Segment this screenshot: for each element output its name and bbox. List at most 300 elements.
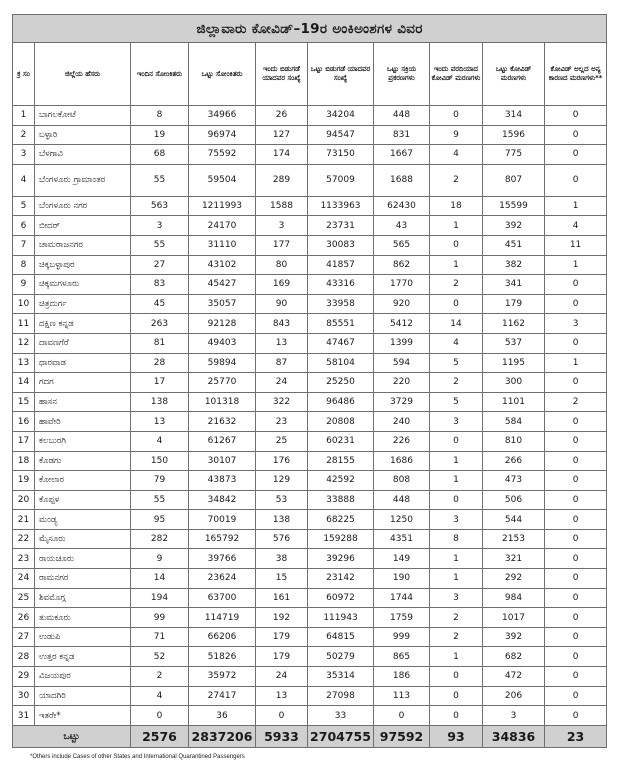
value-cell: 80: [256, 255, 308, 275]
value-cell: 71: [131, 627, 189, 647]
value-cell: 26: [256, 106, 308, 126]
serial-number-cell: 29: [13, 667, 35, 687]
district-name-cell: ಮೈಸೂರು: [35, 529, 131, 549]
value-cell: 1399: [374, 333, 430, 353]
value-cell: 392: [483, 627, 545, 647]
value-cell: 30107: [189, 451, 256, 471]
covid-statistics-sheet: [12, 14, 606, 748]
value-cell: 810: [483, 431, 545, 451]
value-cell: 60231: [308, 431, 374, 451]
table-row: [13, 392, 607, 412]
value-cell: 15599: [483, 196, 545, 216]
value-cell: 176: [256, 451, 308, 471]
value-cell: 999: [374, 627, 430, 647]
value-cell: 2: [430, 627, 483, 647]
table-row: [13, 510, 607, 530]
value-cell: 33888: [308, 490, 374, 510]
value-cell: 149: [374, 549, 430, 569]
district-name-cell: ಯಾದಗಿರಿ: [35, 686, 131, 706]
district-name-cell: ರಾಯಚೂರು: [35, 549, 131, 569]
value-cell: 322: [256, 392, 308, 412]
value-cell: 68225: [308, 510, 374, 530]
value-cell: 0: [545, 627, 607, 647]
value-cell: 34842: [189, 490, 256, 510]
value-cell: 95: [131, 510, 189, 530]
value-cell: 206: [483, 686, 545, 706]
value-cell: 4351: [374, 529, 430, 549]
value-cell: 61267: [189, 431, 256, 451]
serial-number-cell: 15: [13, 392, 35, 412]
district-name-cell: ಕೊಡಗು: [35, 451, 131, 471]
value-cell: 15: [256, 569, 308, 589]
district-name-cell: ಚಾಮರಾಜನಗರ: [35, 235, 131, 255]
value-cell: 25770: [189, 373, 256, 393]
value-cell: 28155: [308, 451, 374, 471]
serial-number-cell: 23: [13, 549, 35, 569]
total-value-cell: 2704755: [308, 725, 374, 747]
value-cell: 1744: [374, 588, 430, 608]
table-row: [13, 490, 607, 510]
value-cell: 51826: [189, 647, 256, 667]
district-name-cell: ಬೆಳಗಾವಿ: [35, 145, 131, 165]
value-cell: 0: [545, 686, 607, 706]
value-cell: 843: [256, 314, 308, 334]
value-cell: 0: [545, 294, 607, 314]
value-cell: 25: [256, 431, 308, 451]
value-cell: 0: [545, 333, 607, 353]
value-cell: 13: [256, 686, 308, 706]
value-cell: 85551: [308, 314, 374, 334]
value-cell: 920: [374, 294, 430, 314]
value-cell: 27417: [189, 686, 256, 706]
value-cell: 448: [374, 490, 430, 510]
value-cell: 5412: [374, 314, 430, 334]
value-cell: 87: [256, 353, 308, 373]
value-cell: 129: [256, 471, 308, 491]
value-cell: 0: [430, 667, 483, 687]
value-cell: 18: [430, 196, 483, 216]
value-cell: 1: [545, 255, 607, 275]
value-cell: 8: [131, 106, 189, 126]
total-label: ಒಟ್ಟು: [13, 725, 131, 747]
value-cell: 13: [256, 333, 308, 353]
total-value-cell: 93: [430, 725, 483, 747]
table-row: [13, 235, 607, 255]
value-cell: 55: [131, 164, 189, 196]
value-cell: 831: [374, 125, 430, 145]
value-cell: 1162: [483, 314, 545, 334]
value-cell: 99: [131, 608, 189, 628]
district-name-cell: ಉತ್ತರ ಕನ್ನಡ: [35, 647, 131, 667]
table-row: [13, 164, 607, 196]
value-cell: 300: [483, 373, 545, 393]
table-row: [13, 529, 607, 549]
table-row: [13, 667, 607, 687]
value-cell: 25250: [308, 373, 374, 393]
serial-number-cell: 16: [13, 412, 35, 432]
value-cell: 111943: [308, 608, 374, 628]
value-cell: 289: [256, 164, 308, 196]
value-cell: 565: [374, 235, 430, 255]
table-row: [13, 145, 607, 165]
table-row: [13, 373, 607, 393]
table-row: [13, 333, 607, 353]
district-name-cell: ಬೆಂಗಳೂರು ನಗರ: [35, 196, 131, 216]
value-cell: 31110: [189, 235, 256, 255]
column-header: ಒಟ್ಟು ಸೋಂಕಿತರು: [189, 43, 256, 106]
value-cell: 3: [131, 216, 189, 236]
value-cell: 1: [545, 196, 607, 216]
value-cell: 58104: [308, 353, 374, 373]
value-cell: 865: [374, 647, 430, 667]
value-cell: 96974: [189, 125, 256, 145]
district-covid-table: [12, 14, 607, 748]
value-cell: 62430: [374, 196, 430, 216]
value-cell: 5: [430, 392, 483, 412]
table-row: [13, 608, 607, 628]
serial-number-cell: 21: [13, 510, 35, 530]
value-cell: 39296: [308, 549, 374, 569]
value-cell: 0: [545, 608, 607, 628]
value-cell: 3: [430, 510, 483, 530]
value-cell: 1759: [374, 608, 430, 628]
district-name-cell: ದಾವಣಗೆರೆ: [35, 333, 131, 353]
district-name-cell: ಹಾವೇರಿ: [35, 412, 131, 432]
value-cell: 59504: [189, 164, 256, 196]
table-row: [13, 549, 607, 569]
value-cell: 79: [131, 471, 189, 491]
serial-number-cell: 11: [13, 314, 35, 334]
serial-number-cell: 4: [13, 164, 35, 196]
value-cell: 0: [545, 164, 607, 196]
value-cell: 113: [374, 686, 430, 706]
value-cell: 39766: [189, 549, 256, 569]
serial-number-cell: 1: [13, 106, 35, 126]
value-cell: 43102: [189, 255, 256, 275]
value-cell: 563: [131, 196, 189, 216]
value-cell: 1: [430, 549, 483, 569]
value-cell: 28: [131, 353, 189, 373]
district-name-cell: ಶಿವಮೊಗ್ಗ: [35, 588, 131, 608]
value-cell: 68: [131, 145, 189, 165]
value-cell: 0: [545, 490, 607, 510]
value-cell: 13: [131, 412, 189, 432]
value-cell: 1101: [483, 392, 545, 412]
value-cell: 127: [256, 125, 308, 145]
value-cell: 179: [483, 294, 545, 314]
value-cell: 0: [545, 412, 607, 432]
value-cell: 4: [545, 216, 607, 236]
total-value-cell: 5933: [256, 725, 308, 747]
table-row: [13, 216, 607, 236]
value-cell: 9: [430, 125, 483, 145]
value-cell: 41857: [308, 255, 374, 275]
value-cell: 59894: [189, 353, 256, 373]
value-cell: 0: [430, 106, 483, 126]
value-cell: 807: [483, 164, 545, 196]
table-row: [13, 431, 607, 451]
value-cell: 21632: [189, 412, 256, 432]
value-cell: 263: [131, 314, 189, 334]
serial-number-cell: 6: [13, 216, 35, 236]
column-header: ಇಂದಿನ ಸೋಂಕಿತರು: [131, 43, 189, 106]
value-cell: 220: [374, 373, 430, 393]
district-name-cell: ಧಾರವಾಡ: [35, 353, 131, 373]
value-cell: 0: [545, 529, 607, 549]
serial-number-cell: 31: [13, 706, 35, 726]
table-row: [13, 106, 607, 126]
district-name-cell: ವಿಜಯಪುರ: [35, 667, 131, 687]
value-cell: 0: [374, 706, 430, 726]
title-row: [13, 15, 607, 43]
district-name-cell: ಚಿಕ್ಕಬಳ್ಳಾಪುರ: [35, 255, 131, 275]
value-cell: 33958: [308, 294, 374, 314]
value-cell: 0: [545, 431, 607, 451]
value-cell: 27098: [308, 686, 374, 706]
serial-number-cell: 12: [13, 333, 35, 353]
serial-number-cell: 26: [13, 608, 35, 628]
value-cell: 2: [131, 667, 189, 687]
table-row: [13, 627, 607, 647]
serial-number-cell: 25: [13, 588, 35, 608]
value-cell: 45427: [189, 275, 256, 295]
value-cell: 0: [545, 647, 607, 667]
value-cell: 66206: [189, 627, 256, 647]
serial-number-cell: 3: [13, 145, 35, 165]
value-cell: 96486: [308, 392, 374, 412]
column-header: ಒಟ್ಟು ಬಿಡುಗಡೆ ಯಾದವರ ಸಂಖ್ಯೆ: [308, 43, 374, 106]
district-name-cell: ಇತರೇ*: [35, 706, 131, 726]
value-cell: 1588: [256, 196, 308, 216]
value-cell: 0: [430, 686, 483, 706]
value-cell: 23142: [308, 569, 374, 589]
value-cell: 159288: [308, 529, 374, 549]
table-row: [13, 125, 607, 145]
table-row: [13, 569, 607, 589]
serial-number-cell: 28: [13, 647, 35, 667]
value-cell: 1: [430, 569, 483, 589]
value-cell: 1: [430, 647, 483, 667]
value-cell: 43873: [189, 471, 256, 491]
value-cell: 0: [545, 373, 607, 393]
value-cell: 392: [483, 216, 545, 236]
value-cell: 292: [483, 569, 545, 589]
value-cell: 2: [430, 608, 483, 628]
value-cell: 23731: [308, 216, 374, 236]
value-cell: 177: [256, 235, 308, 255]
district-name-cell: ದಕ್ಷಿಣ ಕನ್ನಡ: [35, 314, 131, 334]
value-cell: 138: [131, 392, 189, 412]
table-row: [13, 353, 607, 373]
value-cell: 473: [483, 471, 545, 491]
district-name-cell: ಹಾಸನ: [35, 392, 131, 412]
value-cell: 5: [430, 353, 483, 373]
value-cell: 75592: [189, 145, 256, 165]
value-cell: 266: [483, 451, 545, 471]
value-cell: 984: [483, 588, 545, 608]
value-cell: 36: [189, 706, 256, 726]
value-cell: 35972: [189, 667, 256, 687]
district-name-cell: ಮಂಡ್ಯ: [35, 510, 131, 530]
value-cell: 174: [256, 145, 308, 165]
serial-number-cell: 22: [13, 529, 35, 549]
value-cell: 179: [256, 627, 308, 647]
value-cell: 17: [131, 373, 189, 393]
value-cell: 1667: [374, 145, 430, 165]
value-cell: 808: [374, 471, 430, 491]
value-cell: 1250: [374, 510, 430, 530]
district-name-cell: ಚಿಕ್ಕಮಗಳೂರು: [35, 275, 131, 295]
value-cell: 23: [256, 412, 308, 432]
table-row: [13, 275, 607, 295]
district-name-cell: ಚಿತ್ರದುರ್ಗ: [35, 294, 131, 314]
value-cell: 190: [374, 569, 430, 589]
serial-number-cell: 9: [13, 275, 35, 295]
value-cell: 1596: [483, 125, 545, 145]
value-cell: 194: [131, 588, 189, 608]
value-cell: 60972: [308, 588, 374, 608]
value-cell: 0: [545, 451, 607, 471]
value-cell: 506: [483, 490, 545, 510]
serial-number-cell: 20: [13, 490, 35, 510]
value-cell: 0: [430, 294, 483, 314]
value-cell: 472: [483, 667, 545, 687]
value-cell: 544: [483, 510, 545, 530]
district-name-cell: ತುಮಕೂರು: [35, 608, 131, 628]
table-row: [13, 451, 607, 471]
table-row: [13, 294, 607, 314]
serial-number-cell: 7: [13, 235, 35, 255]
value-cell: 64815: [308, 627, 374, 647]
value-cell: 14: [131, 569, 189, 589]
value-cell: 33: [308, 706, 374, 726]
value-cell: 45: [131, 294, 189, 314]
header-row: [13, 43, 607, 106]
value-cell: 0: [545, 275, 607, 295]
value-cell: 4: [131, 686, 189, 706]
value-cell: 4: [430, 145, 483, 165]
value-cell: 314: [483, 106, 545, 126]
value-cell: 1: [430, 471, 483, 491]
value-cell: 161: [256, 588, 308, 608]
value-cell: 226: [374, 431, 430, 451]
value-cell: 27: [131, 255, 189, 275]
value-cell: 3729: [374, 392, 430, 412]
table-row: [13, 196, 607, 216]
district-name-cell: ಬಾಗಲಕೋಟೆ: [35, 106, 131, 126]
value-cell: 63700: [189, 588, 256, 608]
value-cell: 1195: [483, 353, 545, 373]
value-cell: 1133963: [308, 196, 374, 216]
serial-number-cell: 5: [13, 196, 35, 216]
value-cell: 150: [131, 451, 189, 471]
value-cell: 165792: [189, 529, 256, 549]
value-cell: 9: [131, 549, 189, 569]
value-cell: 2: [430, 275, 483, 295]
value-cell: 38: [256, 549, 308, 569]
value-cell: 3: [545, 314, 607, 334]
value-cell: 448: [374, 106, 430, 126]
value-cell: 2: [430, 164, 483, 196]
district-name-cell: ಗದಗ: [35, 373, 131, 393]
serial-number-cell: 8: [13, 255, 35, 275]
value-cell: 34966: [189, 106, 256, 126]
value-cell: 594: [374, 353, 430, 373]
value-cell: 775: [483, 145, 545, 165]
total-value-cell: 23: [545, 725, 607, 747]
value-cell: 24: [256, 373, 308, 393]
value-cell: 50279: [308, 647, 374, 667]
total-value-cell: 34836: [483, 725, 545, 747]
page-title: ಜಿಲ್ಲಾವಾರು ಕೋವಿಡ್–19ರ ಅಂಕಿಅಂಶಗಳ ವಿವರ: [13, 15, 607, 43]
table-row: [13, 686, 607, 706]
value-cell: 11: [545, 235, 607, 255]
value-cell: 14: [430, 314, 483, 334]
serial-number-cell: 18: [13, 451, 35, 471]
value-cell: 1: [430, 451, 483, 471]
value-cell: 2: [545, 392, 607, 412]
value-cell: 73150: [308, 145, 374, 165]
column-header: ಜಿಲ್ಲೆಯ ಹೆಸರು: [35, 43, 131, 106]
value-cell: 179: [256, 647, 308, 667]
value-cell: 35314: [308, 667, 374, 687]
value-cell: 341: [483, 275, 545, 295]
value-cell: 192: [256, 608, 308, 628]
value-cell: 186: [374, 667, 430, 687]
table-row: [13, 471, 607, 491]
value-cell: 0: [545, 549, 607, 569]
value-cell: 0: [545, 125, 607, 145]
value-cell: 92128: [189, 314, 256, 334]
value-cell: 1688: [374, 164, 430, 196]
value-cell: 42592: [308, 471, 374, 491]
column-header: ಒಟ್ಟು ಕೋವಿಡ್ ಮರಣಗಳು: [483, 43, 545, 106]
table-row: [13, 412, 607, 432]
table-row: [13, 255, 607, 275]
district-name-cell: ಬೀದರ್: [35, 216, 131, 236]
value-cell: 20808: [308, 412, 374, 432]
value-cell: 24170: [189, 216, 256, 236]
district-name-cell: ಉಡುಪಿ: [35, 627, 131, 647]
value-cell: 382: [483, 255, 545, 275]
value-cell: 682: [483, 647, 545, 667]
value-cell: 55: [131, 235, 189, 255]
value-cell: 584: [483, 412, 545, 432]
value-cell: 0: [545, 667, 607, 687]
value-cell: 30083: [308, 235, 374, 255]
value-cell: 862: [374, 255, 430, 275]
total-row: [13, 725, 607, 747]
value-cell: 4: [430, 333, 483, 353]
value-cell: 114719: [189, 608, 256, 628]
table-row: [13, 588, 607, 608]
value-cell: 1017: [483, 608, 545, 628]
value-cell: 240: [374, 412, 430, 432]
value-cell: 94547: [308, 125, 374, 145]
value-cell: 83: [131, 275, 189, 295]
serial-number-cell: 27: [13, 627, 35, 647]
column-header: ಕ್ರ ಸಂ: [13, 43, 35, 106]
value-cell: 4: [131, 431, 189, 451]
value-cell: 90: [256, 294, 308, 314]
column-header: ಒಟ್ಟು ಸಕ್ರಿಯ ಪ್ರಕರಣಗಳು: [374, 43, 430, 106]
column-header: ಇಂದು ಬಿಡುಗಡೆ ಯಾದವರ ಸಂಖ್ಯೆ: [256, 43, 308, 106]
serial-number-cell: 2: [13, 125, 35, 145]
value-cell: 321: [483, 549, 545, 569]
serial-number-cell: 14: [13, 373, 35, 393]
value-cell: 8: [430, 529, 483, 549]
total-value-cell: 2837206: [189, 725, 256, 747]
